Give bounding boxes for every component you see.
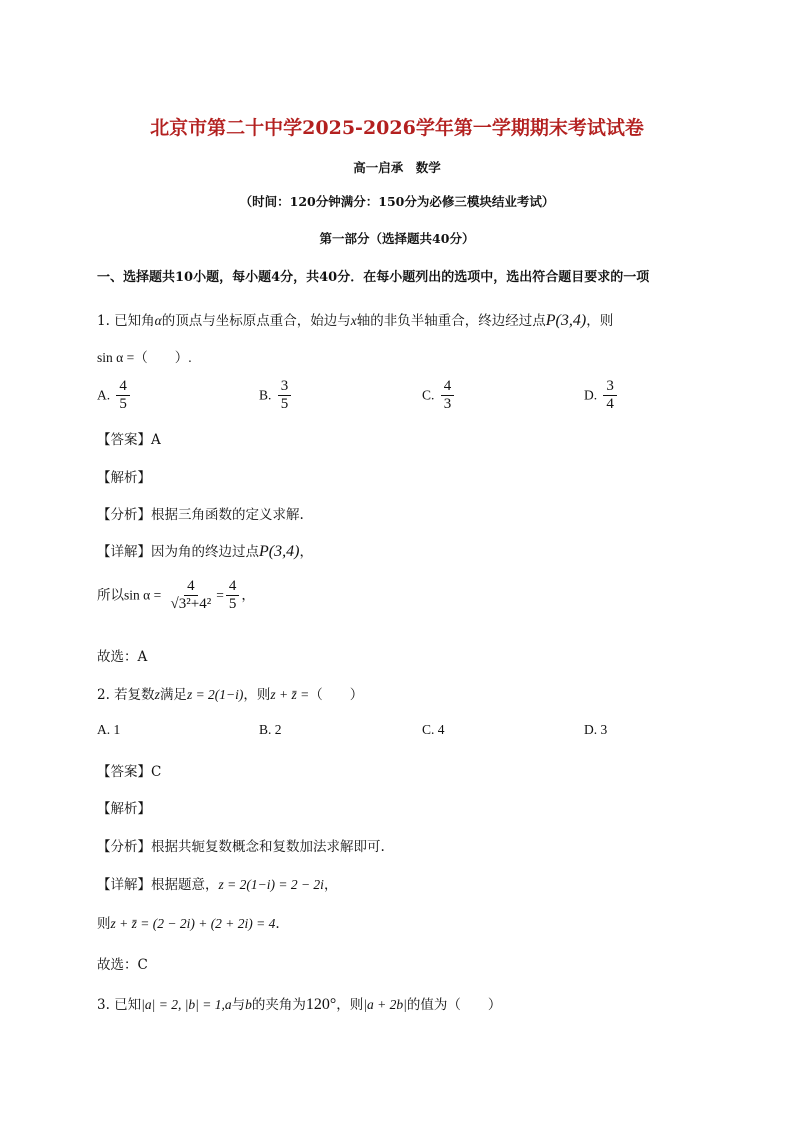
- subject-line: 高一启承 数学: [353, 160, 441, 175]
- q1-stem-line2: sin α =（ ）.: [97, 350, 192, 365]
- q2-then-equation: z + z̄ = (2 − 2i) + (2 + 2i) = 4: [110, 916, 276, 931]
- q2-option-d: D. 3: [584, 722, 608, 737]
- q2-then-text: 则: [97, 916, 111, 932]
- q1-option-a-fraction: [116, 378, 130, 414]
- q1-stem-text: 轴的非负半轴重合，终边经过点: [356, 313, 546, 329]
- q2-detail-text: ，: [323, 877, 338, 893]
- q2-stem: [97, 683, 363, 703]
- q2-detail: [97, 873, 337, 893]
- punctuation: .: [275, 916, 280, 932]
- q1-option-b-fraction: [278, 378, 292, 414]
- q2-option-c: C. 4: [422, 722, 445, 737]
- q2-stem-text: ，则: [243, 687, 271, 703]
- numerator: 3: [278, 378, 292, 396]
- q1-sin-expr: sin α =: [124, 587, 162, 603]
- exam-info: （时间：120分钟满分：150分为必修三模块结业考试）: [239, 194, 555, 209]
- q1-result-fraction: [226, 578, 240, 614]
- q3-norms: |a| = 2, |b| = 1,: [141, 997, 225, 1012]
- numerator: 4: [226, 578, 240, 596]
- q1-answer: 【答案】A: [97, 432, 161, 448]
- q2-blank: （ ）: [309, 687, 364, 703]
- q2-option-b: B. 2: [259, 722, 282, 737]
- q1-option-c-fraction: [441, 378, 455, 414]
- q2-then: [97, 912, 280, 932]
- q1-detail-text: 【详解】因为角的终边过点: [97, 544, 259, 560]
- q1-option-a: [97, 378, 132, 414]
- section-instructions: 一、选择题共10小题，每小题4分，共40分．在每小题列出的选项中，选出符合题目要求的一项: [97, 270, 650, 285]
- q2-expression: z + z̄ =: [270, 687, 310, 702]
- q1-choice: 故选：A: [97, 649, 148, 665]
- denominator: √3²+4²: [170, 596, 212, 613]
- denominator: 3: [443, 396, 452, 413]
- q2-answer: 【答案】C: [97, 764, 162, 780]
- option-label: C.: [422, 387, 435, 403]
- q2-detail-text: 【详解】根据题意，: [97, 877, 219, 893]
- q1-detail-point: P(3,4): [259, 543, 300, 560]
- q2-condition: z = 2(1−i): [186, 687, 244, 702]
- denominator: 5: [119, 396, 127, 413]
- q1-jiexi: 【解析】: [97, 470, 151, 486]
- q2-choice: 故选：C: [97, 957, 148, 973]
- part-heading: 第一部分（选择题共40分）: [319, 231, 475, 246]
- q1-stem-text: ，则: [586, 313, 614, 329]
- q2-analysis: 【分析】根据共轭复数概念和复数加法求解即可.: [97, 839, 385, 855]
- q1-calculation: [97, 578, 255, 614]
- q1-detail: [97, 540, 313, 561]
- q1-stem-text: 1. 已知角: [97, 313, 155, 329]
- q2-option-a: A. 1: [97, 722, 121, 737]
- equals-sign: =: [216, 587, 224, 603]
- q1-detail-text: ，: [299, 544, 313, 560]
- q3-vector-a: a: [224, 997, 232, 1012]
- q2-stem-text: 满足: [159, 687, 187, 703]
- q2-stem-text: 2. 若复数: [97, 687, 155, 703]
- denominator: 5: [228, 596, 237, 613]
- option-label: D.: [584, 387, 598, 403]
- numerator: 4: [184, 578, 198, 596]
- q3-stem: [97, 993, 501, 1014]
- q1-option-d: [584, 378, 619, 414]
- q2-jiexi: 【解析】: [97, 801, 151, 817]
- q3-stem-text: 的值为（ ）: [406, 997, 502, 1013]
- q1-alpha: α: [154, 313, 162, 328]
- numerator: 3: [603, 378, 617, 396]
- option-label: A.: [97, 387, 111, 403]
- q3-angle: 120°: [305, 996, 337, 1013]
- q1-option-c: [422, 378, 456, 414]
- q1-stem: [97, 309, 613, 330]
- q2-detail-equation: z = 2(1−i) = 2 − 2i: [218, 877, 324, 892]
- option-label: B.: [259, 387, 272, 403]
- q1-option-d-fraction: [603, 378, 617, 414]
- numerator: 4: [116, 378, 130, 396]
- q1-stem-text: 的顶点与坐标原点重合，始边与: [161, 313, 351, 329]
- q3-vector-b: b: [245, 997, 252, 1012]
- q1-calc-fraction: [168, 578, 215, 614]
- q3-stem-text: 的夹角为: [251, 997, 306, 1013]
- q1-option-b: [259, 378, 293, 414]
- q3-stem-text: ，则: [336, 997, 364, 1013]
- q1-x-axis: x: [350, 313, 357, 328]
- punctuation: ，: [241, 587, 255, 604]
- numerator: 4: [441, 378, 455, 396]
- q1-point: P(3,4): [545, 312, 587, 329]
- q3-stem-text: 3. 已知: [97, 997, 142, 1013]
- denominator: 4: [606, 396, 614, 413]
- q1-analysis: 【分析】根据三角函数的定义求解.: [97, 507, 304, 523]
- document-title: 北京市第二十中学2025-2026学年第一学期期末考试试卷: [150, 117, 644, 139]
- q1-so: 所以: [97, 587, 124, 604]
- q3-norm-expression: |a + 2b|: [363, 997, 407, 1012]
- denominator: 5: [280, 396, 289, 413]
- q2-z: z: [154, 687, 160, 702]
- q3-stem-text: 与: [231, 997, 246, 1013]
